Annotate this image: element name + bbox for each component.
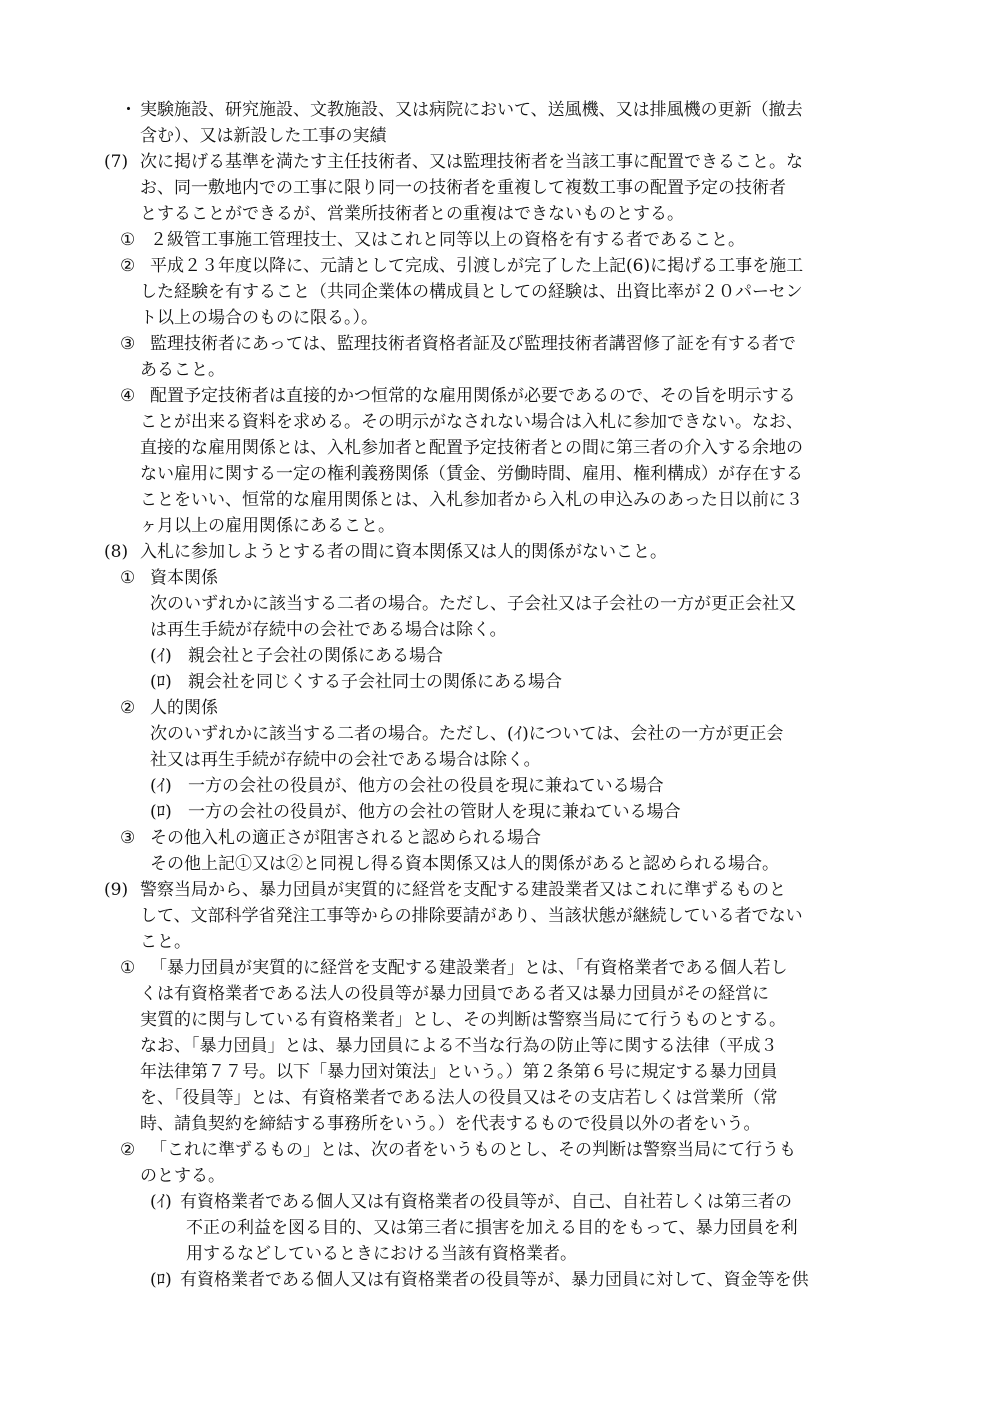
item7-sub3-line-2: あること。 [140,360,225,380]
item8-sub2-marker: ② [120,698,136,718]
item8-sub1-a-text: 親会社と子会社の関係にある場合 [188,646,443,666]
item9-sub2-a-line-2: 不正の利益を図る目的、又は第三者に損害を加える目的をもって、暴力団員を利 [186,1218,798,1238]
item8-sub1-marker: ① [120,568,136,588]
item7-sub1-marker: ① [120,230,136,250]
item8-sub1-heading: 資本関係 [150,568,218,588]
item7-sub4-line-1: 配置予定技術者は直接的かつ恒常的な雇用関係が必要であるので、その旨を明示する [150,386,796,406]
item7-sub1-line-1: ２級管工事施工管理技士、又はこれと同等以上の資格を有する者であること。 [150,230,745,250]
bullet-experience-line-1: 実験施設、研究施設、文教施設、又は病院において、送風機、又は排風機の更新（撤去 [140,100,803,120]
item9-sub2-b-marker: (ﾛ) [150,1270,172,1290]
item7-sub4-line-6: ヶ月以上の雇用関係にあること。 [140,516,395,536]
item7-sub2-line-1: 平成２３年度以降に、元請として完成、引渡しが完了した上記(6)に掲げる工事を施工 [150,256,804,276]
item8-sub2-line-1: 次のいずれかに該当する二者の場合。ただし、(ｲ)については、会社の一方が更正会 [150,724,784,744]
item7-sub2-marker: ② [120,256,136,276]
item8-sub1-b-marker: (ﾛ) [150,672,172,692]
item7-sub4-line-3: 直接的な雇用関係とは、入札参加者と配置予定技術者との間に第三者の介入する余地の [140,438,803,458]
item9-line-3: こと。 [140,932,191,952]
item9-sub1-line-1: 「暴力団員が実質的に経営を支配する建設業者」とは、「有資格業者である個人若し [150,958,788,978]
item9-sub1-line-4: なお、「暴力団員」とは、暴力団員による不当な行為の防止等に関する法律（平成３ [140,1036,778,1056]
item7-sub3-line-1: 監理技術者にあっては、監理技術者資格者証及び監理技術者講習修了証を有する者で [150,334,796,354]
item9-sub2-a-line-3: 用するなどしているときにおける当該有資格業者。 [186,1244,577,1264]
item7-marker: (7) [104,152,129,172]
item8-sub1-a-marker: (ｲ) [150,646,172,666]
item9-sub1-line-3: 実質的に関与している有資格業者」とし、その判断は警察当局にて行うものとする。 [140,1010,786,1030]
item7-sub4-line-2: ことが出来る資料を求める。その明示がなされない場合は入札に参加できない。なお、 [140,412,803,432]
item8-sub2-a-marker: (ｲ) [150,776,172,796]
item9-line-2: して、文部科学省発注工事等からの排除要請があり、当該状態が継続している者でない [140,906,803,926]
item7-line-1: 次に掲げる基準を満たす主任技術者、又は監理技術者を当該工事に配置できること。な [140,152,803,172]
item9-sub2-b-line-1: 有資格業者である個人又は有資格業者の役員等が、暴力団員に対して、資金等を供 [180,1270,809,1290]
item8-sub3-line-1: その他上記①又は②と同視し得る資本関係又は人的関係があると認められる場合。 [150,854,779,874]
item8-line-1: 入札に参加しようとする者の間に資本関係又は人的関係がないこと。 [140,542,667,562]
item8-sub1-b-text: 親会社を同じくする子会社同士の関係にある場合 [188,672,562,692]
item9-sub2-line-1: 「これに準ずるもの」とは、次の者をいうものとし、その判断は警察当局にて行うも [150,1140,796,1160]
item9-sub1-marker: ① [120,958,136,978]
item7-sub4-marker: ④ [120,386,136,406]
item7-sub2-line-3: ト以上の場合のものに限る。）。 [140,308,378,328]
item8-sub3-heading: その他入札の適正さが阻害されると認められる場合 [150,828,541,848]
item9-line-1: 警察当局から、暴力団員が実質的に経営を支配する建設業者又はこれに準ずるものと [140,880,786,900]
item8-sub2-a-text: 一方の会社の役員が、他方の会社の役員を現に兼ねている場合 [188,776,664,796]
item8-sub1-line-1: 次のいずれかに該当する二者の場合。ただし、子会社又は子会社の一方が更正会社又 [150,594,796,614]
item9-sub1-line-7: 時、請負契約を締結する事務所をいう。）を代表するもので役員以外の者をいう。 [140,1114,761,1134]
item9-sub2-a-marker: (ｲ) [150,1192,172,1212]
bullet-experience-line-2: 含む）、又は新設した工事の実績 [140,126,387,146]
item8-sub2-heading: 人的関係 [150,698,218,718]
item9-sub2-a-line-1: 有資格業者である個人又は有資格業者の役員等が、自己、自社若しくは第三者の [180,1192,792,1212]
bullet-marker: ・ [120,100,137,120]
item8-sub2-b-text: 一方の会社の役員が、他方の会社の管財人を現に兼ねている場合 [188,802,681,822]
item9-sub2-line-2: のとする。 [140,1166,225,1186]
item7-sub3-marker: ③ [120,334,136,354]
item9-sub1-line-2: くは有資格業者である法人の役員等が暴力団員である者又は暴力団員がその経営に [140,984,769,1004]
item7-line-2: お、同一敷地内での工事に限り同一の技術者を重複して複数工事の配置予定の技術者 [140,178,786,198]
item7-sub4-line-4: ない雇用に関する一定の権利義務関係（賃金、労働時間、雇用、権利構成）が存在する [140,464,803,484]
item9-sub1-line-5: 年法律第７７号。以下「暴力団対策法」という。）第２条第６号に規定する暴力団員 [140,1062,778,1082]
item7-sub2-line-2: した経験を有すること（共同企業体の構成員としての経験は、出資比率が２０パーセン [140,282,803,302]
item9-sub1-line-6: を、「役員等」とは、有資格業者である法人の役員又はその支店若しくは営業所（常 [140,1088,778,1108]
item7-sub4-line-5: ことをいい、恒常的な雇用関係とは、入札参加者から入札の申込みのあった日以前に３ [140,490,803,510]
item8-marker: (8) [104,542,129,562]
item8-sub2-line-2: 社又は再生手続が存続中の会社である場合は除く。 [150,750,541,770]
item9-sub2-marker: ② [120,1140,136,1160]
item8-sub3-marker: ③ [120,828,136,848]
item8-sub1-line-2: は再生手続が存続中の会社である場合は除く。 [150,620,507,640]
item7-line-3: とすることができるが、営業所技術者との重複はできないものとする。 [140,204,684,224]
item8-sub2-b-marker: (ﾛ) [150,802,172,822]
item9-marker: (9) [104,880,129,900]
